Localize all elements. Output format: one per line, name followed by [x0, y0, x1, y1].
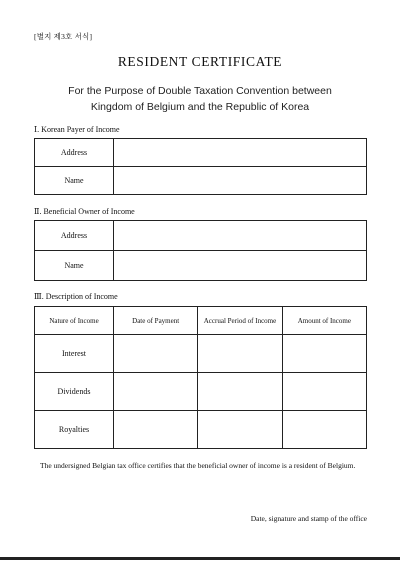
payer-address-label: Address [35, 139, 114, 167]
income-nature-interest: Interest [35, 335, 114, 373]
korean-payer-table [34, 138, 367, 195]
owner-name-field[interactable] [114, 251, 367, 281]
payer-address-row [35, 139, 367, 167]
income-description-table [34, 306, 367, 449]
document-subtitle [0, 83, 400, 115]
payer-name-row [35, 167, 367, 195]
payer-name-label: Name [35, 167, 114, 195]
col-amount-of-income: Amount of Income [282, 307, 366, 335]
payer-name-field[interactable] [114, 167, 367, 195]
certification-statement: The undersigned Belgian tax office certifies that the beneficial owner of income is a resident of Belgium. [40, 461, 356, 470]
dividends-amount-field[interactable] [282, 373, 366, 411]
owner-name-row [35, 251, 367, 281]
owner-address-field[interactable] [114, 221, 367, 251]
royalties-date-field[interactable] [114, 411, 198, 449]
section-3-heading: Ⅲ. Description of Income [34, 292, 118, 301]
interest-amount-field[interactable] [282, 335, 366, 373]
beneficial-owner-table [34, 220, 367, 281]
owner-address-row [35, 221, 367, 251]
col-date-of-payment: Date of Payment [114, 307, 198, 335]
subtitle-line-1: For the Purpose of Double Taxation Convention between [68, 85, 332, 97]
col-nature-of-income: Nature of Income [35, 307, 114, 335]
income-nature-royalties: Royalties [35, 411, 114, 449]
subtitle-line-2: Kingdom of Belgium and the Republic of Korea [90, 101, 310, 113]
col-accrual-period: Accrual Period of Income [198, 307, 282, 335]
income-header-row [35, 307, 367, 335]
section-1-heading: Ⅰ. Korean Payer of Income [34, 125, 120, 134]
income-row-interest [35, 335, 367, 373]
royalties-amount-field[interactable] [282, 411, 366, 449]
interest-period-field[interactable] [198, 335, 282, 373]
document-title: RESIDENT CERTIFICATE [117, 54, 283, 69]
bottom-rule [0, 557, 400, 560]
income-nature-dividends: Dividends [35, 373, 114, 411]
dividends-period-field[interactable] [198, 373, 282, 411]
section-2-heading: Ⅱ. Beneficial Owner of Income [34, 207, 135, 216]
interest-date-field[interactable] [114, 335, 198, 373]
dividends-date-field[interactable] [114, 373, 198, 411]
payer-address-field[interactable] [114, 139, 367, 167]
form-number-tag: [별지 제3호 서식] [34, 32, 93, 41]
royalties-period-field[interactable] [198, 411, 282, 449]
income-row-royalties [35, 411, 367, 449]
owner-address-label: Address [35, 221, 114, 251]
income-row-dividends [35, 373, 367, 411]
signature-line: Date, signature and stamp of the office [250, 514, 367, 523]
owner-name-label: Name [35, 251, 114, 281]
